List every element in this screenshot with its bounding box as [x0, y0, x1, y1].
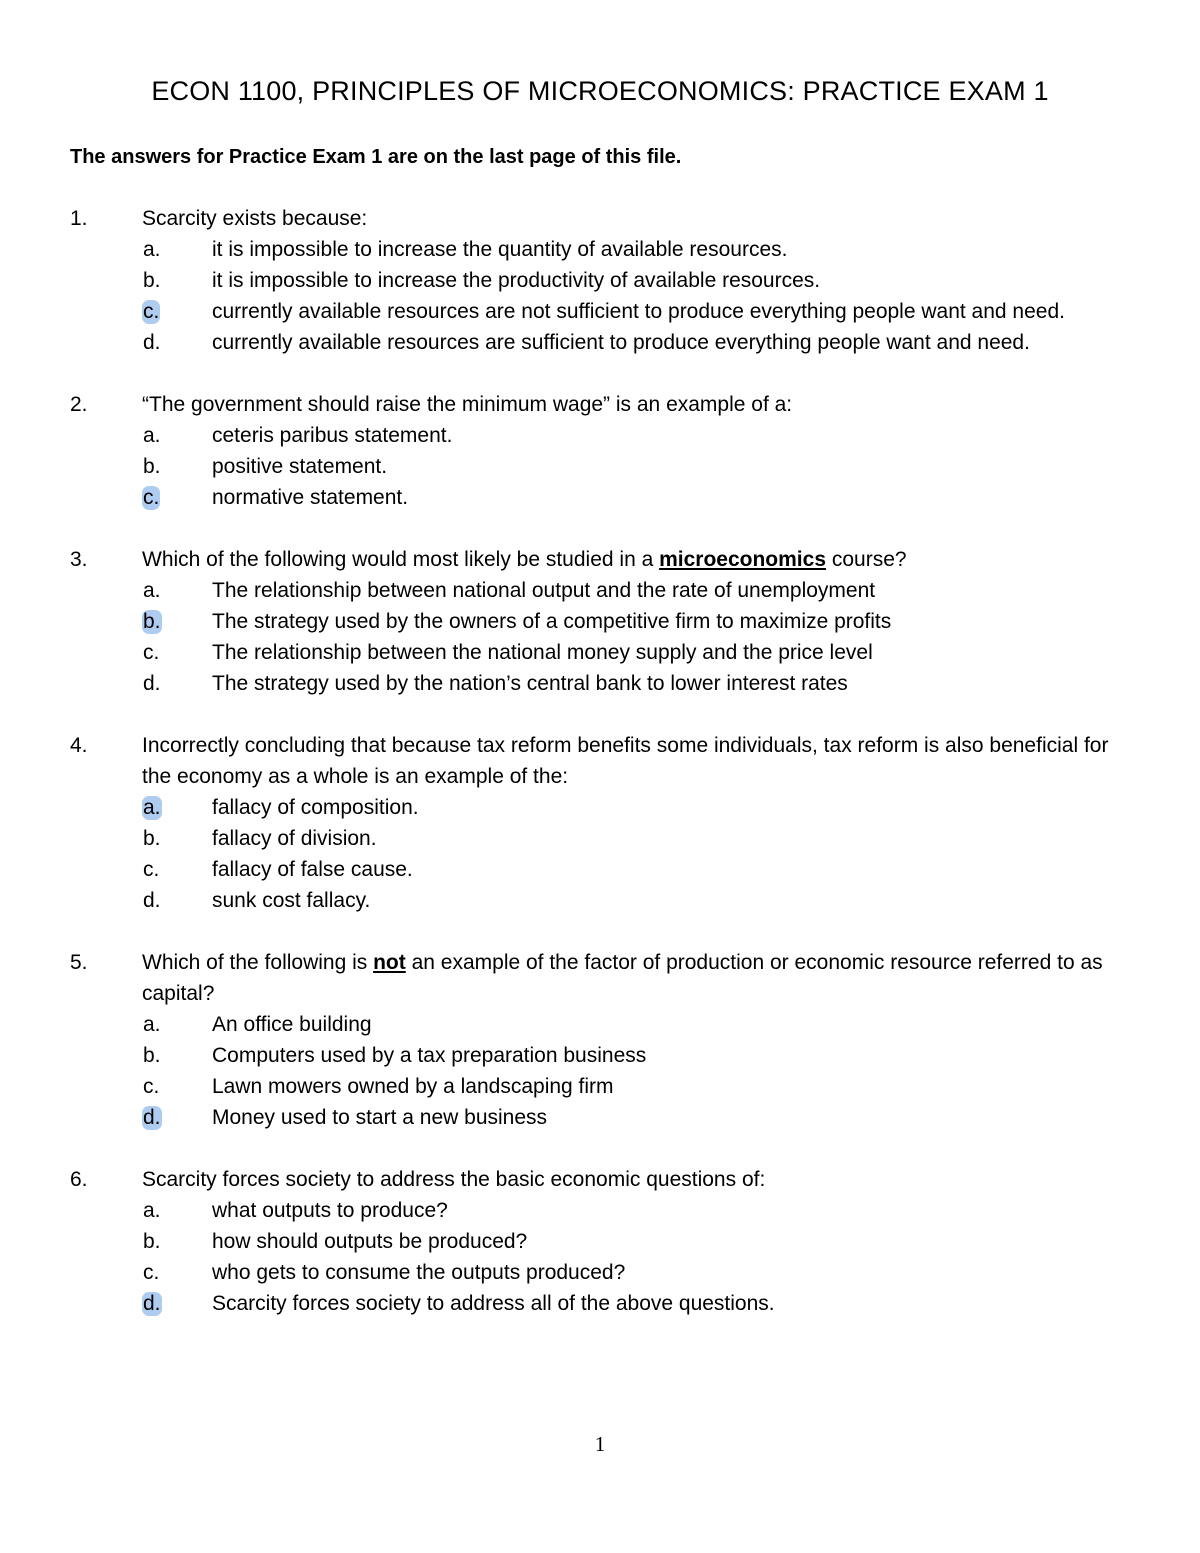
choice-text: currently available resources are not sufficient to produce everything people want and need. [212, 300, 1065, 323]
choice-text: The strategy used by the owners of a competitive firm to maximize profits [212, 610, 892, 633]
question-text: Scarcity exists because: [142, 207, 368, 230]
answer-highlight: c. [143, 300, 160, 323]
choice-list [142, 1195, 1130, 1319]
question-list [70, 203, 1130, 1350]
choice-text: fallacy of composition. [212, 796, 419, 819]
choice-text: Lawn mowers owned by a landscaping firm [212, 1075, 614, 1098]
choice-letter: a. [143, 1199, 161, 1222]
choice-6a [142, 1195, 1130, 1226]
choice-text: Money used to start a new business [212, 1106, 548, 1129]
choice-text: sunk cost fallacy. [212, 889, 371, 912]
choice-text: what outputs to produce? [212, 1199, 448, 1222]
choice-text: currently available resources are sufficient to produce everything people want and need. [212, 331, 1030, 354]
question-number: 6. [70, 1168, 88, 1191]
answer-highlight: d. [143, 1292, 161, 1315]
choice-3c [142, 637, 1130, 668]
choice-letter: b. [143, 269, 161, 292]
choice-letter: a. [143, 1013, 161, 1036]
choice-3b [142, 606, 1130, 637]
choice-letter: c. [143, 858, 160, 881]
choice-letter: b. [143, 455, 161, 478]
question-number: 3. [70, 548, 88, 571]
choice-letter: d. [143, 672, 161, 695]
choice-5d [142, 1102, 1130, 1133]
choice-text: The relationship between national output and the rate of unemployment [212, 579, 876, 602]
question-number: 1. [70, 207, 88, 230]
choice-4a [142, 792, 1130, 823]
emphasis-word: microeconomics [659, 548, 827, 571]
choice-5a [142, 1009, 1130, 1040]
question-text: Which of the following would most likely be studied in a microeconomics course? [142, 548, 907, 571]
answer-highlight: b. [143, 610, 161, 633]
choice-5c [142, 1071, 1130, 1102]
choice-6b [142, 1226, 1130, 1257]
choice-6c [142, 1257, 1130, 1288]
choice-1a [142, 234, 1130, 265]
choice-letter: d. [143, 331, 161, 354]
question-text: “The government should raise the minimum wage” is an example of a: [142, 393, 793, 416]
choice-text: fallacy of false cause. [212, 858, 413, 881]
choice-6d [142, 1288, 1130, 1319]
choice-4d [142, 885, 1130, 916]
choice-text: who gets to consume the outputs produced? [212, 1261, 626, 1284]
question-4 [70, 730, 1130, 916]
choice-text: it is impossible to increase the quantity of available resources. [212, 238, 788, 261]
choice-3a [142, 575, 1130, 606]
choice-2c [142, 482, 1130, 513]
choice-letter: a. [143, 238, 161, 261]
choice-letter: b. [143, 827, 161, 850]
choice-1c [142, 296, 1130, 327]
answer-highlight: d. [143, 1106, 161, 1129]
choice-list [142, 1009, 1130, 1133]
choice-text: The relationship between the national money supply and the price level [212, 641, 873, 664]
question-text: Incorrectly concluding that because tax reform benefits some individuals, tax reform is also beneficial for the economy as a whole is an example of the: [142, 734, 1109, 788]
question-3 [70, 544, 1130, 699]
choice-text: Scarcity forces society to address all of the above questions. [212, 1292, 775, 1315]
choice-letter: d. [143, 889, 161, 912]
choice-4c [142, 854, 1130, 885]
question-1 [70, 203, 1130, 358]
choice-1b [142, 265, 1130, 296]
page-title: ECON 1100, PRINCIPLES OF MICROECONOMICS: PRACTICE EXAM 1 [151, 76, 1049, 106]
question-number: 5. [70, 951, 88, 974]
choice-2a [142, 420, 1130, 451]
choice-text: it is impossible to increase the productivity of available resources. [212, 269, 821, 292]
choice-letter: a. [143, 424, 161, 447]
choice-3d [142, 668, 1130, 699]
question-5 [70, 947, 1130, 1133]
choice-list [142, 575, 1130, 699]
choice-letter: b. [143, 1044, 161, 1067]
choice-letter: b. [143, 1230, 161, 1253]
question-2 [70, 389, 1130, 513]
choice-2b [142, 451, 1130, 482]
choice-text: An office building [212, 1013, 372, 1036]
question-text: Scarcity forces society to address the basic economic questions of: [142, 1168, 766, 1191]
choice-text: how should outputs be produced? [212, 1230, 528, 1253]
choice-text: positive statement. [212, 455, 388, 478]
choice-letter: c. [143, 1075, 160, 1098]
choice-letter: c. [143, 641, 160, 664]
choice-text: ceteris paribus statement. [212, 424, 453, 447]
choice-list [142, 792, 1130, 916]
choice-letter: c. [143, 1261, 160, 1284]
choice-text: fallacy of division. [212, 827, 377, 850]
question-text: Which of the following is not an example of the factor of production or economic resource referred to as capital? [142, 951, 1103, 1005]
question-number: 4. [70, 734, 88, 757]
choice-letter: a. [143, 579, 161, 602]
choice-list [142, 234, 1130, 358]
choice-4b [142, 823, 1130, 854]
choice-text: Computers used by a tax preparation business [212, 1044, 647, 1067]
answer-highlight: a. [143, 796, 161, 819]
emphasis-word: not [373, 951, 406, 974]
answer-highlight: c. [143, 486, 160, 509]
choice-1d [142, 327, 1130, 358]
question-6 [70, 1164, 1130, 1319]
choice-list [142, 420, 1130, 513]
answers-note: The answers for Practice Exam 1 are on the last page of this file. [70, 146, 682, 168]
question-number: 2. [70, 393, 88, 416]
choice-text: normative statement. [212, 486, 409, 509]
page-number: 1 [594, 1432, 606, 1456]
choice-5b [142, 1040, 1130, 1071]
choice-text: The strategy used by the nation’s central bank to lower interest rates [212, 672, 848, 695]
